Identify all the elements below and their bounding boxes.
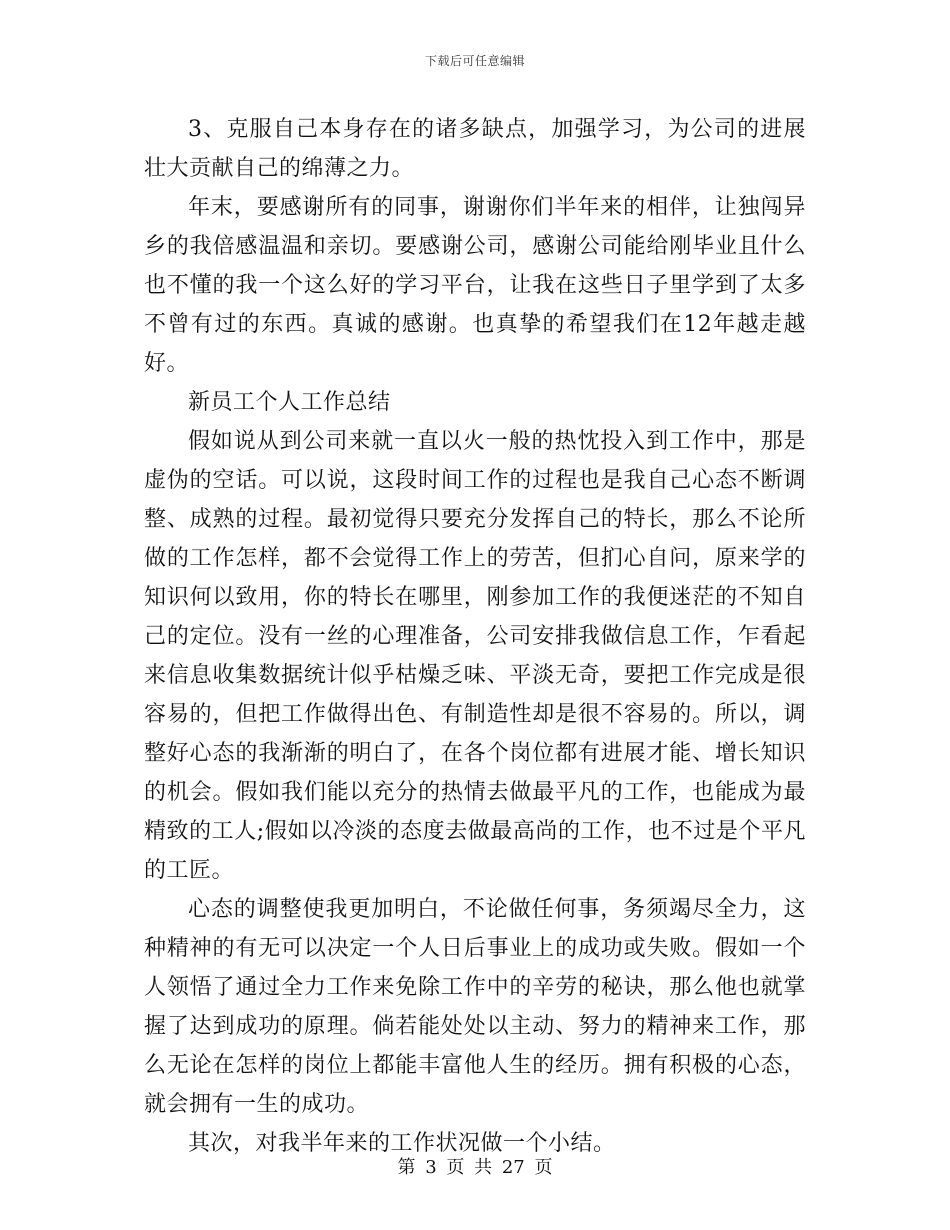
paragraph-item-3: 3、克服自己本身存在的诸多缺点，加强学习，为公司的进展壮大贡献自己的绵薄之力。 — [144, 117, 806, 181]
section-heading: 新员工个人工作总结 — [188, 390, 391, 415]
document-body — [144, 110, 806, 1163]
paragraph-thanks: 年末，要感谢所有的同事，谢谢你们半年来的相伴，让独闯异乡的我倍感温温和亲切。要感谢公司，感谢公司能给刚毕业且什么也不懂的我一个这么好的学习平台，让我在这些日子里学到了太多不曾有过的东西。真诚的感谢。也真挚的希望我们在12年越走越好。 — [144, 195, 806, 376]
paragraph-summary: 其次，对我半年来的工作状况做一个小结。 — [188, 1131, 616, 1156]
paragraph-intro: 假如说从到公司来就一直以火一般的热忱投入到工作中，那是虚伪的空话。可以说，这段时间工作的过程也是我自己心态不断调整、成熟的过程。最初觉得只要充分发挥自己的特长，那么不论所做的工作怎样，都不会觉得工作上的劳苦，但扪心自问，原来学的知识何以致用，你的特长在哪里，刚参加工作的我便迷茫的不知自己的定位。没有一丝的心理准备，公司安排我做信息工作，乍看起来信息收集数据统计似乎枯燥乏味、平淡无奇，要把工作完成是很容易的，但把工作做得出色、有制造性却是很不容易的。所以，调整好心态的我渐渐的明白了，在各个岗位都有进展才能、增长知识的机会。假如我们能以充分的热情去做最平凡的工作，也能成为最精致的工人;假如以冷淡的态度去做最高尚的工作，也不过是个平凡的工匠。 — [144, 429, 806, 883]
header-note: 下载后可任意编辑 — [424, 54, 525, 68]
page-number: 第 3 页 共 27 页 — [397, 1157, 553, 1178]
paragraph-mindset: 心态的调整使我更加明白，不论做任何事，务须竭尽全力，这种精神的有无可以决定一个人日后事业上的成功或失败。假如一个人领悟了通过全力工作来免除工作中的辛劳的秘诀，那么他也就掌握了达到成功的原理。倘若能处处以主动、努力的精神来工作，那么无论在怎样的岗位上都能丰富他人生的经历。拥有积极的心态，就会拥有一生的成功。 — [144, 897, 806, 1117]
